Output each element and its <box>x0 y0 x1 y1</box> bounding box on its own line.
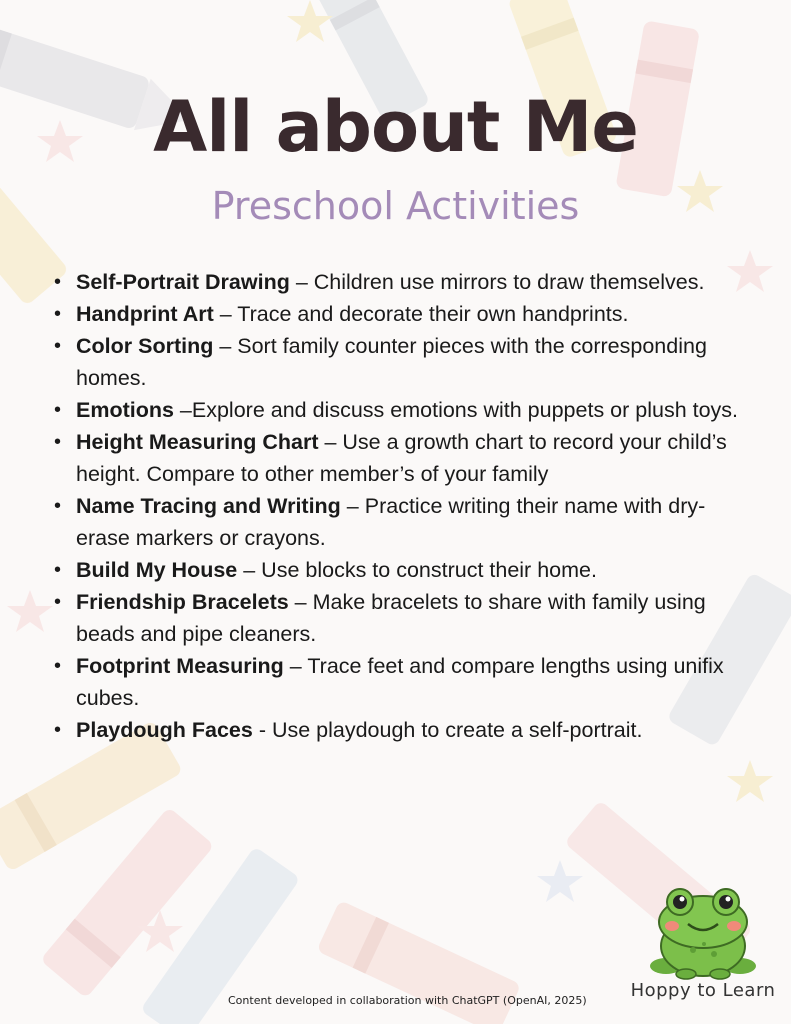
activity-description: - Use playdough to create a self-portrait. <box>252 718 643 742</box>
activity-name: Name Tracing and Writing <box>76 494 341 518</box>
list-item <box>54 714 756 746</box>
frog-icon <box>628 884 778 984</box>
logo <box>628 884 778 1004</box>
activity-name: Build My House <box>76 558 238 582</box>
bullet-icon: • <box>54 495 62 517</box>
list-item <box>54 554 756 586</box>
activity-description: – Sort family counter pieces with the corresponding homes. <box>76 334 707 390</box>
activity-description: – Make bracelets to share with family using beads and pipe cleaners. <box>76 590 706 646</box>
bullet-icon: • <box>54 271 62 293</box>
bullet-icon: • <box>54 559 62 581</box>
bullet-icon: • <box>54 335 62 357</box>
activity-name: Friendship Bracelets <box>76 590 289 614</box>
footer-credit: Content developed in collaboration with ChatGPT (OpenAI, 2025) <box>228 994 587 1007</box>
activity-name: Footprint Measuring <box>76 654 284 678</box>
activity-description: – Trace feet and compare lengths using unifix cubes. <box>76 654 724 710</box>
page-subtitle: Preschool Activities <box>211 184 580 228</box>
activity-name: Self-Portrait Drawing <box>76 270 290 294</box>
list-item <box>54 490 756 554</box>
list-item <box>54 266 756 298</box>
list-item <box>54 298 756 330</box>
activity-list <box>54 266 756 746</box>
list-item <box>54 650 756 714</box>
activity-name: Playdough Faces <box>76 718 253 742</box>
activity-description: – Practice writing their name with dry-erase markers or crayons. <box>76 494 706 550</box>
list-item <box>54 330 756 394</box>
bullet-icon: • <box>54 719 62 741</box>
activity-name: Color Sorting <box>76 334 214 358</box>
logo-text: Hoppy to Learn <box>630 980 776 1001</box>
activity-name: Emotions <box>76 398 174 422</box>
activity-description: – Children use mirrors to draw themselves. <box>289 270 705 294</box>
page-title: All about Me <box>153 86 638 168</box>
activity-description: –Explore and discuss emotions with puppets or plush toys. <box>173 398 739 422</box>
activity-description: – Use blocks to construct their home. <box>237 558 597 582</box>
activity-name: Height Measuring Chart <box>76 430 319 454</box>
activity-description: – Trace and decorate their own handprints. <box>213 302 629 326</box>
list-item <box>54 586 756 650</box>
bullet-icon: • <box>54 591 62 613</box>
bullet-icon: • <box>54 303 62 325</box>
list-item <box>54 426 756 490</box>
activity-description: – Use a growth chart to record your child’s height. Compare to other member’s of your family <box>76 430 727 486</box>
bullet-icon: • <box>54 431 62 453</box>
bullet-icon: • <box>54 655 62 677</box>
activity-name: Handprint Art <box>76 302 214 326</box>
bullet-icon: • <box>54 399 62 421</box>
list-item <box>54 394 756 426</box>
